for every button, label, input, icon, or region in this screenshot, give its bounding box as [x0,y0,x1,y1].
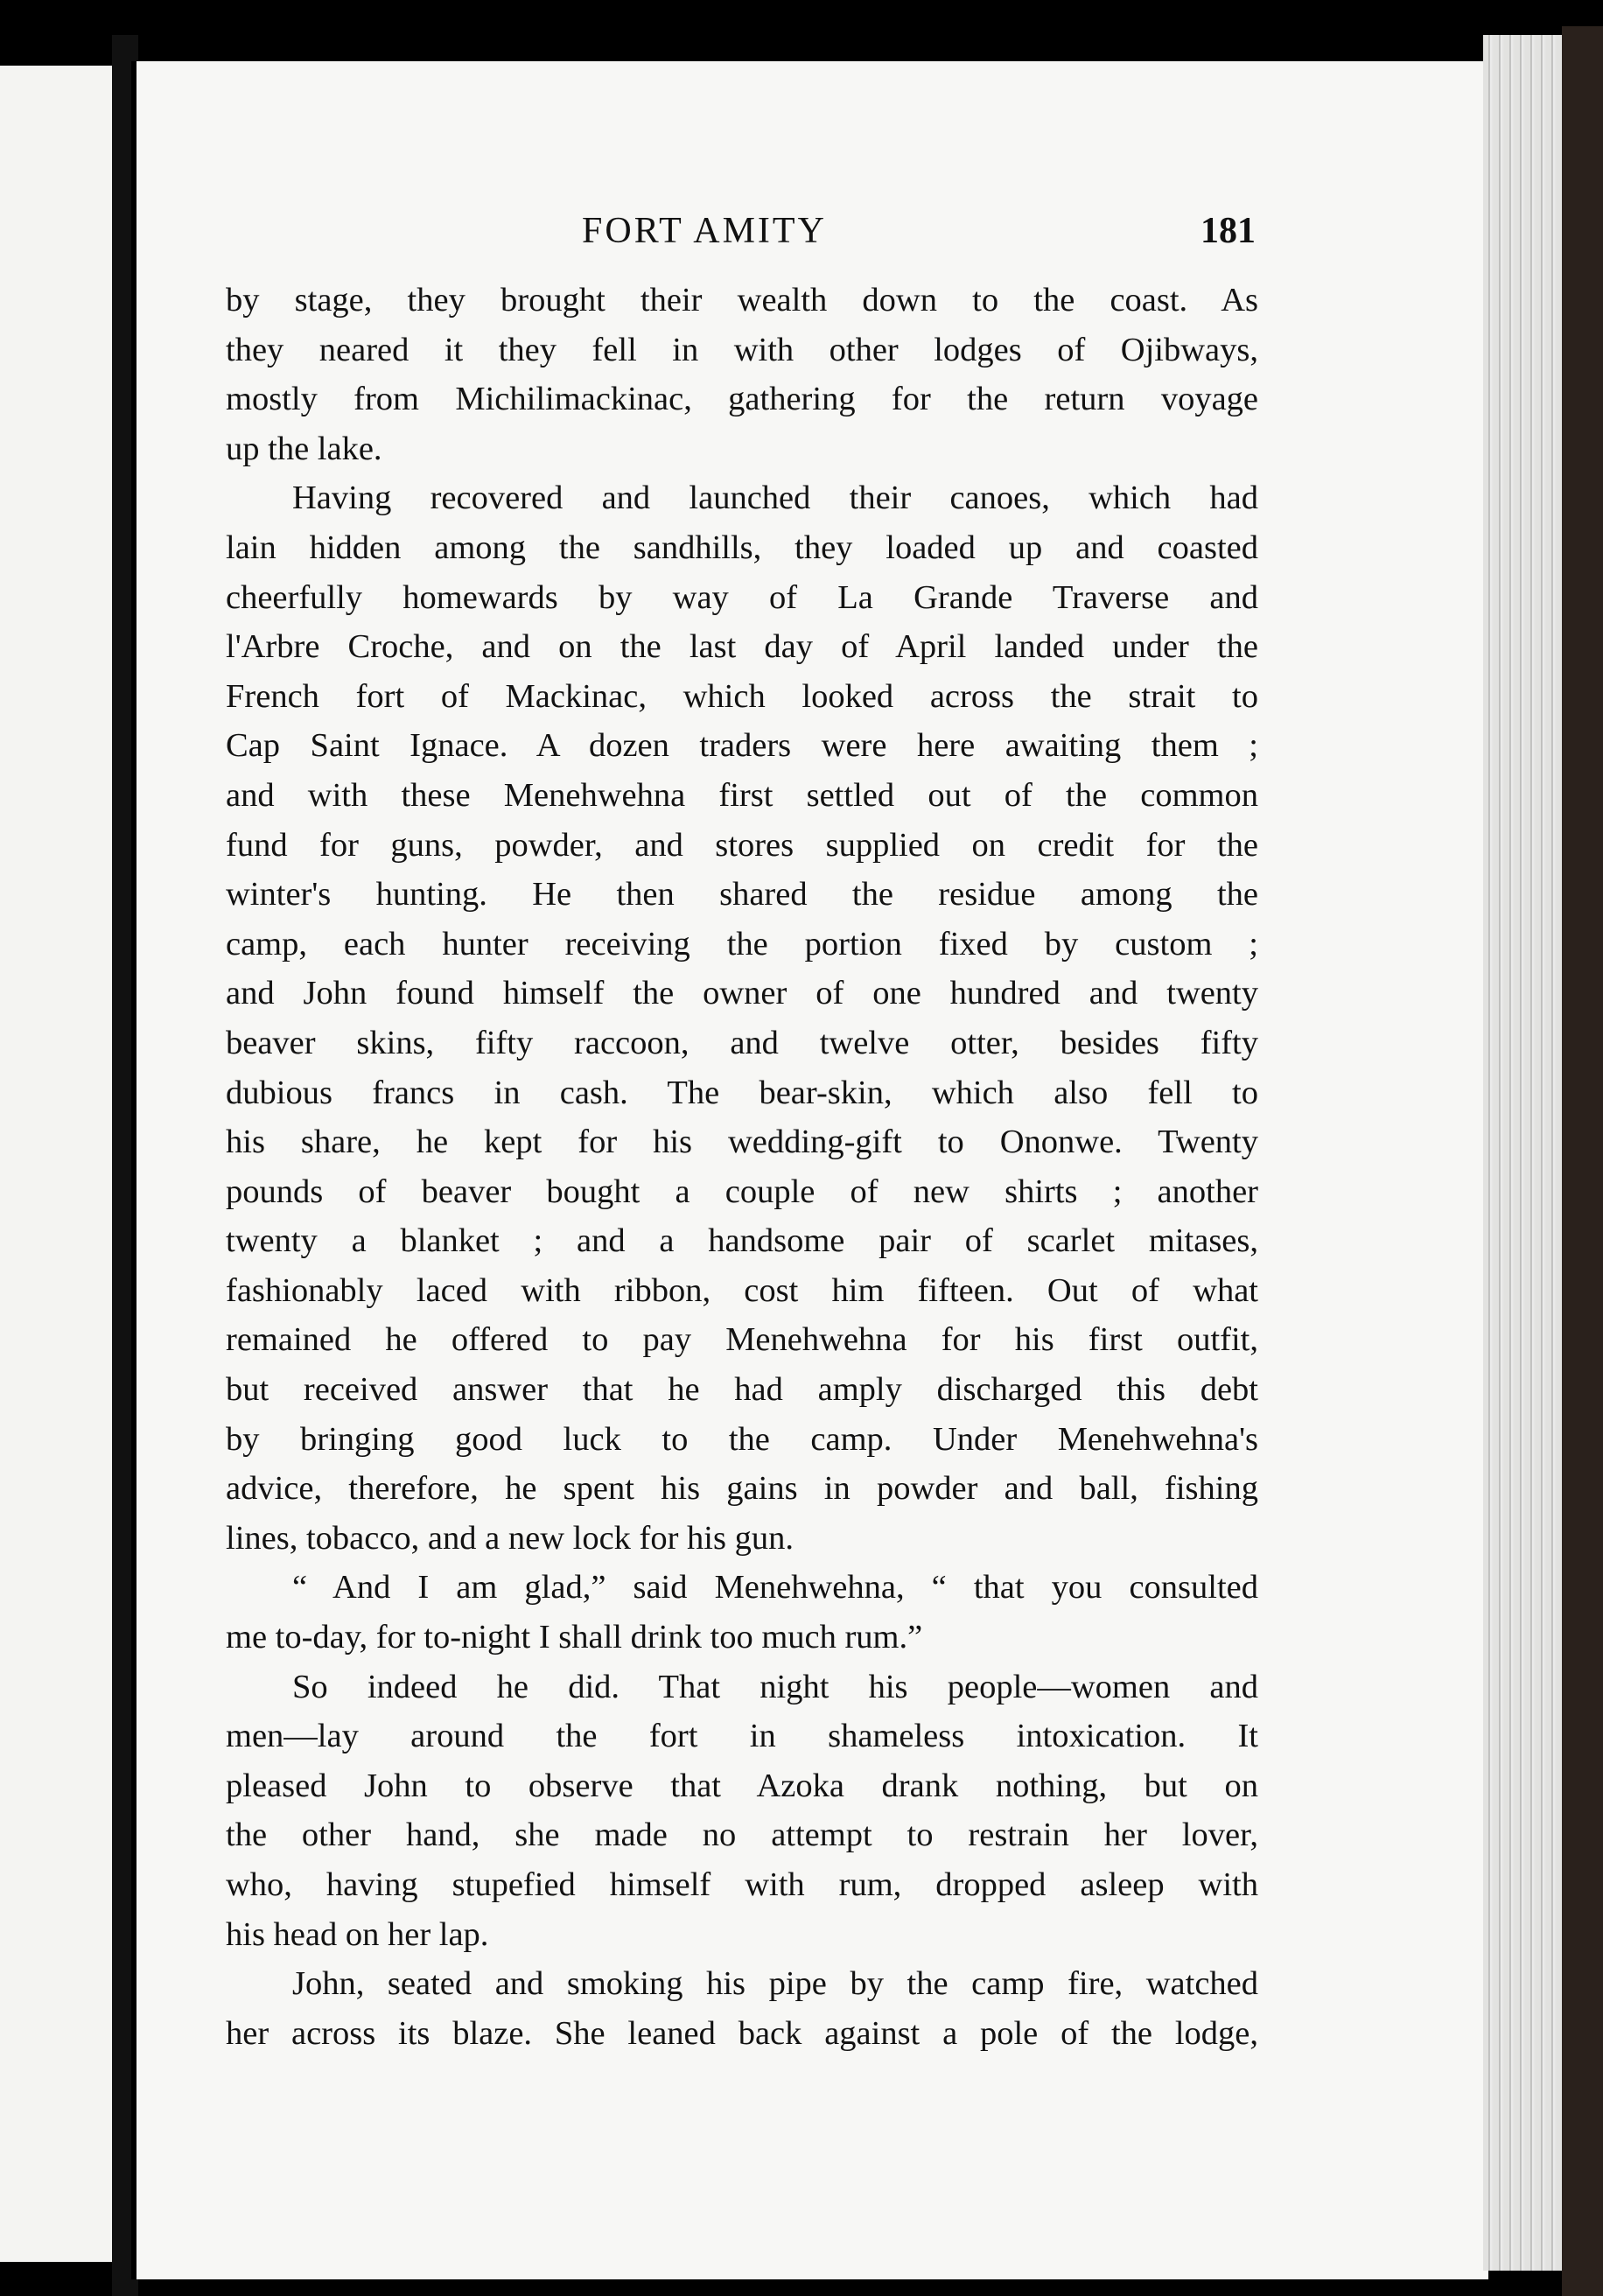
text-line: mostly from Michilimackinac, gathering for the return voyage [226,381,1258,418]
text-line: French fort of Mackinac, which looked across the strait to [226,677,1258,715]
text-line: up the lake. [226,430,382,467]
left-page-edge [0,66,115,2262]
text-line: winter's hunting. He then shared the residue among the [226,876,1258,914]
text-line: So indeed he did. That night his people—women and [292,1668,1258,1705]
body-text [226,276,1258,2058]
text-line: and John found himself the owner of one hundred and twenty [226,975,1258,1012]
text-line: but received answer that he had amply discharged this debt [226,1371,1258,1409]
text-line: Cap Saint Ignace. A dozen traders were here awaiting them ; [226,727,1258,765]
text-line: his head on her lap. [226,1915,489,1953]
text-line: Having recovered and launched their canoes, which had [292,480,1258,517]
text-line: lain hidden among the sandhills, they loaded up and coasted [226,528,1258,566]
page-edges [1483,35,1565,2271]
text-line: beaver skins, fifty raccoon, and twelve otter, besides fifty [226,1024,1258,1061]
page-number: 181 [1200,211,1256,251]
text-line: his share, he kept for his wedding-gift to Ononwe. Twenty [226,1124,1258,1161]
text-line: dubious francs in cash. The bear-skin, which also fell to [226,1074,1258,1111]
text-line: John, seated and smoking his pipe by the camp fire, watched [292,1965,1258,2003]
text-line: advice, therefore, he spent his gains in powder and ball, fishing [226,1470,1258,1508]
page-header [223,210,1256,271]
text-line: camp, each hunter receiving the portion fixed by custom ; [226,925,1258,962]
text-line: fund for guns, powder, and stores supplied on credit for the [226,826,1258,864]
running-head: FORT AMITY [582,211,827,251]
text-line: men—lay around the fort in shameless intoxication. It [226,1718,1258,1755]
text-line: cheerfully homewards by way of La Grande Traverse and [226,578,1258,616]
text-line: pleased John to observe that Azoka drank nothing, but on [226,1767,1258,1804]
text-line: twenty a blanket ; and a handsome pair of scarlet mitases, [226,1222,1258,1260]
text-line: they neared it they fell in with other lodges of Ojibways, [226,331,1258,368]
text-line: lines, tobacco, and a new lock for his gun. [226,1519,794,1557]
text-line: remained he offered to pay Menehwehna for his first outfit, [226,1321,1258,1359]
text-line: “ And I am glad,” said Menehwehna, “ that you consulted [292,1569,1258,1606]
text-line: her across its blaze. She leaned back against a pole of the lodge, [226,2014,1258,2052]
text-line: me to-day, for to-night I shall drink too much rum.” [226,1619,923,1656]
text-line: and with these Menehwehna first settled out of the common [226,776,1258,814]
text-line: l'Arbre Croche, and on the last day of April landed under the [226,628,1258,666]
text-line: by bringing good luck to the camp. Under Menehwehna's [226,1420,1258,1458]
text-line: the other hand, she made no attempt to restrain her lover, [226,1816,1258,1854]
text-line: by stage, they brought their wealth down to the coast. As [226,282,1258,318]
book-cover [1562,26,1603,2296]
text-line: who, having stupefied himself with rum, dropped asleep with [226,1866,1258,1903]
text-line: pounds of beaver bought a couple of new shirts ; another [226,1172,1258,1210]
text-line: fashionably laced with ribbon, cost him fifteen. Out of what [226,1271,1258,1309]
